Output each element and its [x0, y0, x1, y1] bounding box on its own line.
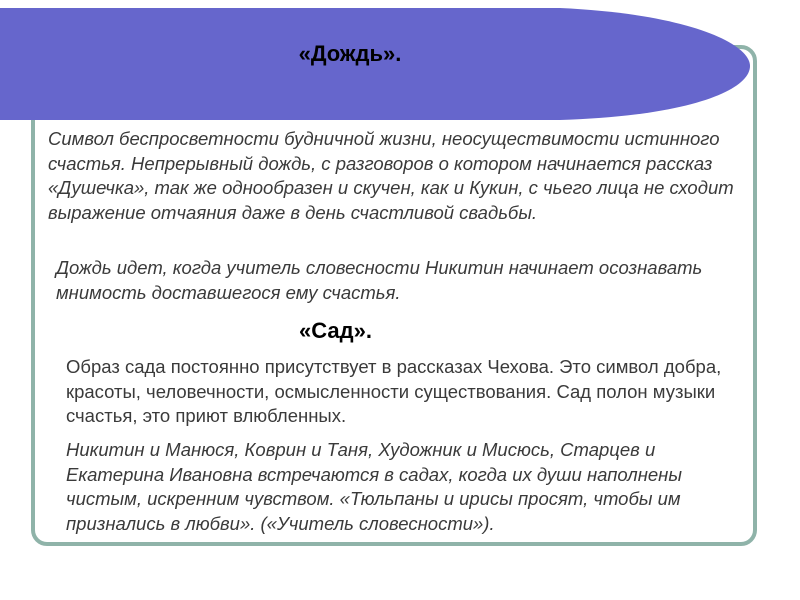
garden-symbol-paragraph: Образ сада постоянно присутствует в рассказах Чехова. Это символ добра, красоты, человечности, осмысленности существования. Сад полон музыки счастья, это приют влюбленных. — [66, 356, 722, 426]
garden-couples-paragraph: Никитин и Манюся, Коврин и Таня, Художник и Мисюсь, Старцев и Екатерина Ивановна встречаются в садах, когда их души наполнены чистым, искренним чувством. «Тюльпаны и ирисы просят, чтобы им признались в любви». («Учитель словесности»). — [66, 439, 682, 534]
slide-title: «Дождь». — [298, 41, 402, 66]
rain-symbol-paragraph: Символ беспросветности будничной жизни, неосуществимости истинного счастья. Непрерывный дождь, с разговоров о котором начинается рассказ «Душечка», так же однообразен и скучен, как и Кукин, с чьего лица не сходит выражение отчаяния даже в день счастливой свадьбы. — [48, 128, 734, 223]
rain-teacher-paragraph: Дождь идет, когда учитель словесности Никитин начинает осознавать мнимость доставшегося ему счастья. — [56, 257, 703, 303]
garden-heading: «Сад». — [299, 318, 372, 343]
